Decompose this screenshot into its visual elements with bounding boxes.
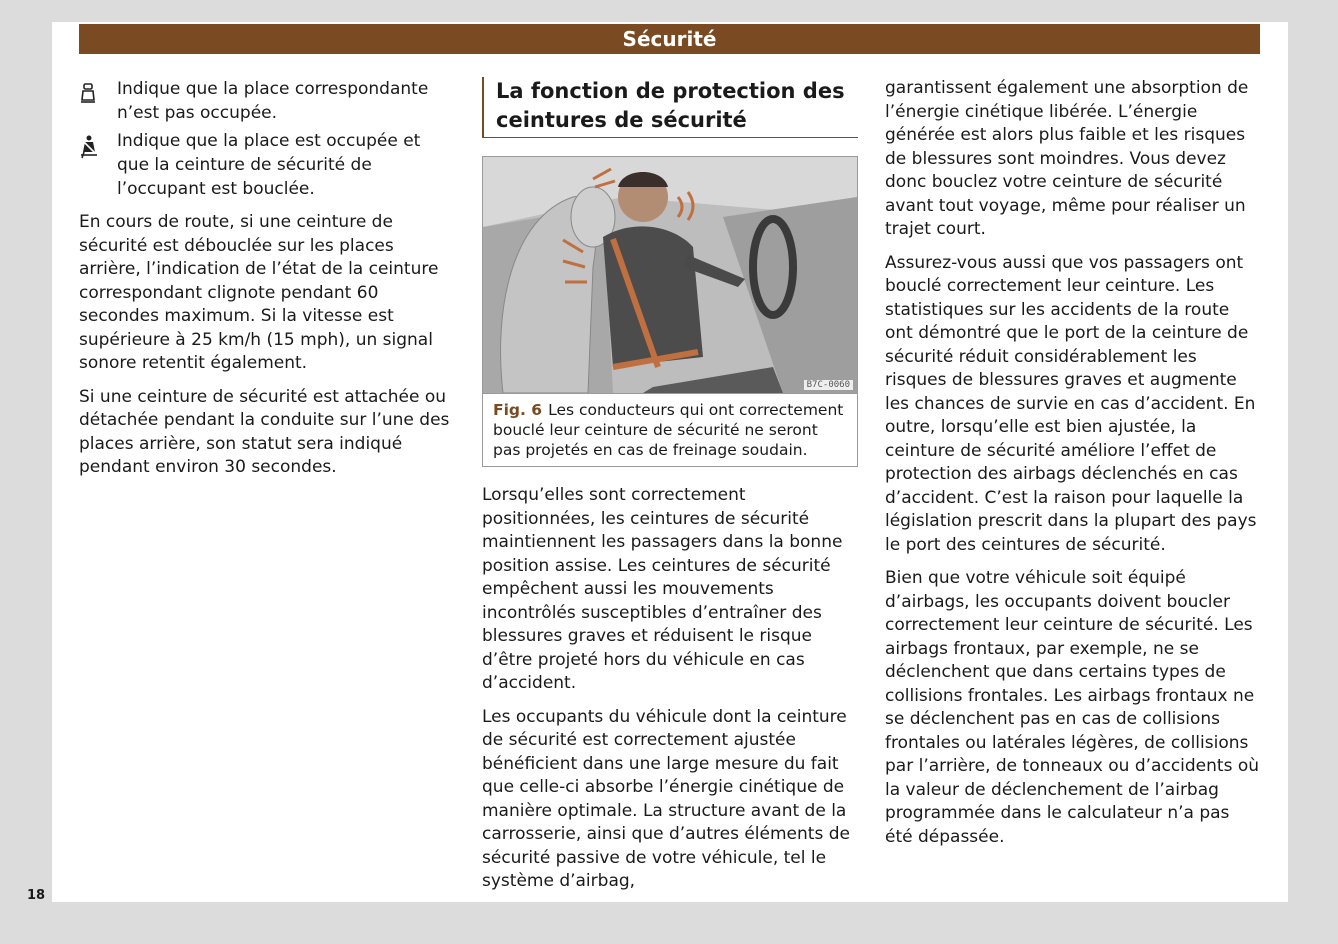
paragraph: garantissent également une absorption de l’énergie cinétique libérée. L’énergie générée est alors plus faible et les risques de blessures sont moindres. Vous devez donc bouclez votre ceinture de sécurité avant tout voyage, même pour réaliser un trajet court. <box>885 78 1249 239</box>
column-3 <box>885 77 1261 859</box>
paragraph: Lorsqu’elles sont correctement positionnées, les ceintures de sécurité maintiennent les passagers dans la bonne position assise. Les ceintures de sécurité empêchent aussi les mouvements incontrôlés susceptibles d’entraîner des blessures graves et réduisent le risque d’être projeté hors du véhicule en cas d’accident. <box>482 485 843 693</box>
icon-item-belted-occupant <box>79 129 457 201</box>
paragraph: Bien que votre véhicule soit équipé d’airbags, les occupants doivent boucler correctement leur ceinture de sécurité. Les airbags frontaux, par exemple, ne se déclenchent que dans certains types de collisions frontales. Les airbags frontaux ne se déclenchent pas en cas de collisions frontales ou latérales légères, de collisions par l’arrière, de tonneaux ou d’accidents où la valeur de déclenchement de l’airbag programmée dans le calculateur n’a pas été dépassée. <box>885 568 1260 847</box>
figure-label: Fig. 6 <box>493 401 543 419</box>
page-number: 18 <box>27 888 46 903</box>
figure-caption-text: Les conducteurs qui ont correctement bouclé leur ceinture de sécurité ne seront pas projetés en cas de freinage soudain. <box>493 401 844 459</box>
section-title: La fonction de protection des ceintures de sécurité <box>482 77 858 138</box>
image-code: B7C-0060 <box>804 380 853 390</box>
belted-occupant-icon <box>79 129 117 163</box>
paragraph: Les occupants du véhicule dont la ceinture de sécurité est correctement ajustée bénéficient dans une large mesure du fait que celle-ci absorbe l’énergie cinétique de manière optimale. La structure avant de la carrosserie, ainsi que d’autres éléments de sécurité passive de votre véhicule, tel le système d’airbag, <box>482 706 850 891</box>
paragraph: Assurez-vous aussi que vos passagers ont bouclé correctement leur ceinture. Les statistiques sur les accidents de la route ont démontré que le port de la ceinture de sécurité réduit considérablement les risques de blessures graves et augmente les chances de survie en cas d’accident. En outre, lorsqu’elle est bien ajustée, la ceinture de sécurité améliore l’effet de protection des airbags déclenchés en cas d’accident. C’est la raison pour laquelle la législation prescrit dans la plupart des pays le port des ceintures de sécurité. <box>885 252 1257 555</box>
icon-item-empty-seat <box>79 77 457 125</box>
icon-item-text: Indique que la place correspondante n’est pas occupée. <box>117 79 429 123</box>
driver-seatbelt-illustration <box>483 157 857 394</box>
figure-caption <box>483 394 857 466</box>
paragraph: Si une ceinture de sécurité est attachée ou détachée pendant la conduite sur l’une des places arrière, son statut sera indiqué pendant environ 30 secondes. <box>79 386 450 477</box>
paragraph: En cours de route, si une ceinture de sécurité est débouclée sur les places arrière, l’indication de l’état de la ceinture correspondant clignote pendant 60 secondes maximum. Si la vitesse est supérieure à 25 km/h (15 mph), un signal sonore retentit également. <box>79 212 439 373</box>
column-1 <box>79 77 457 490</box>
empty-seat-icon <box>79 77 117 109</box>
manual-page <box>52 22 1288 902</box>
section-header: Sécurité <box>79 24 1260 54</box>
icon-item-text: Indique que la place est occupée et que la ceinture de sécurité de l’occupant est bouclée. <box>117 131 421 199</box>
column-2 <box>482 77 858 904</box>
figure <box>482 156 858 467</box>
